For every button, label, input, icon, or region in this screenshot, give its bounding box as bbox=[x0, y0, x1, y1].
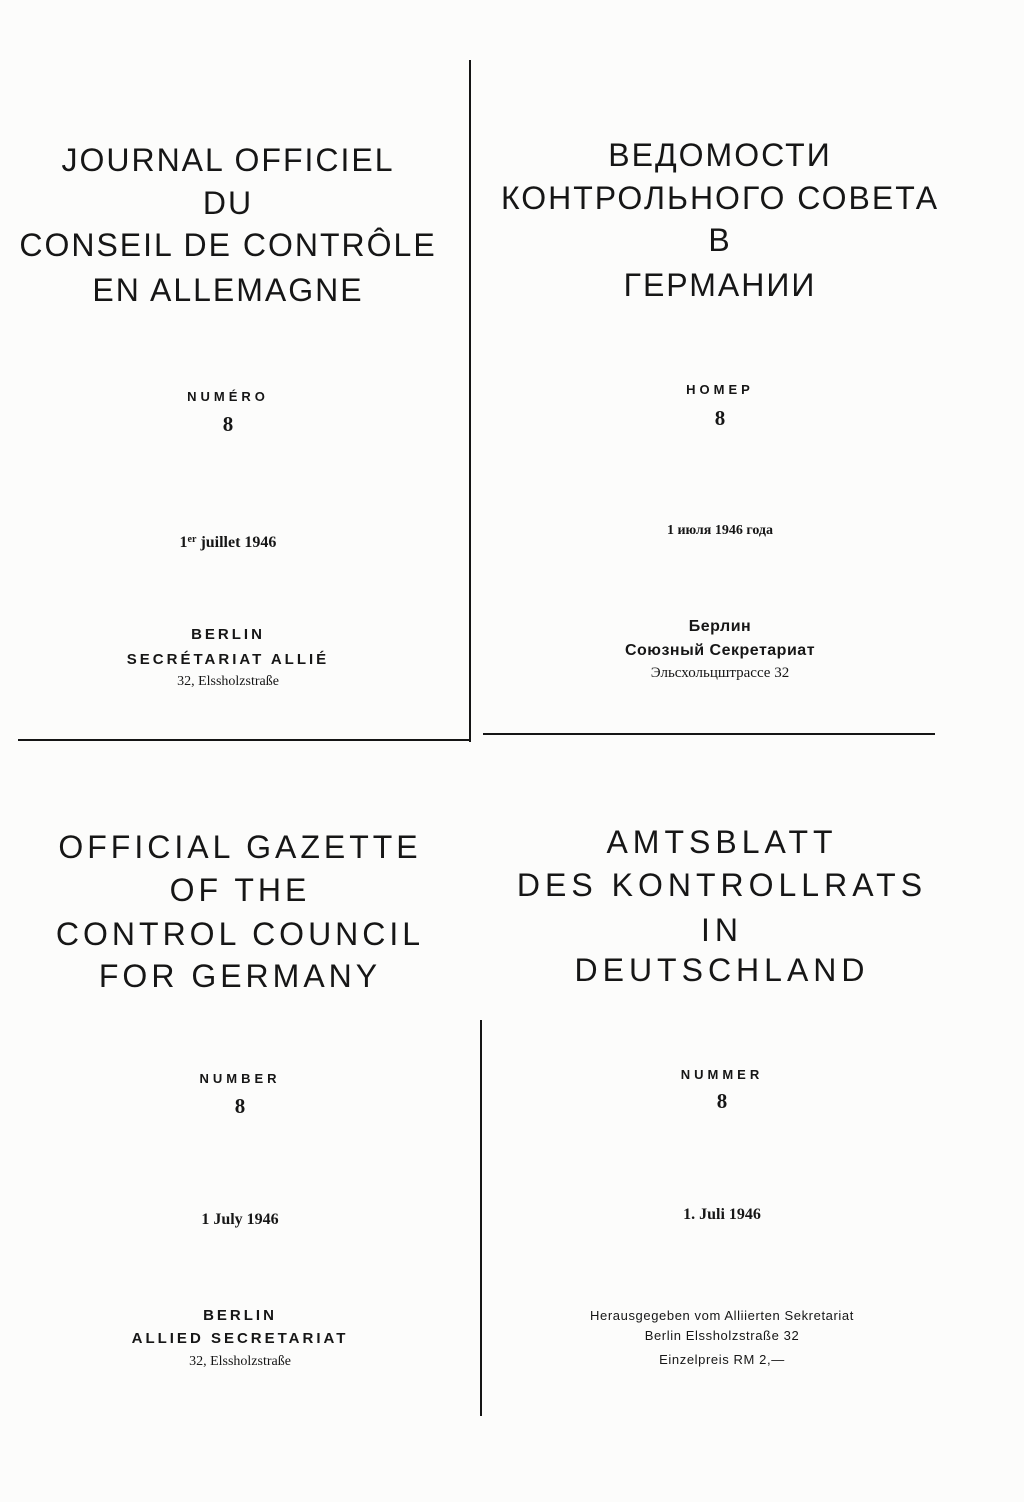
russian-date: 1 июля 1946 года bbox=[666, 523, 774, 538]
russian-title-line-1: ВЕДОМОСТИ bbox=[608, 137, 832, 173]
german-title-line-1: AMTSBLATT bbox=[606, 824, 838, 860]
french-title-line-1: JOURNAL OFFICIEL bbox=[61, 142, 395, 178]
english-title-line-1: OFFICIAL GAZETTE bbox=[58, 829, 422, 865]
english-title-line-4: FOR GERMANY bbox=[98, 958, 382, 994]
english-issue-number: 8 bbox=[234, 1094, 246, 1118]
german-price-line: Einzelpreis RM 2,— bbox=[659, 1352, 785, 1367]
german-title-line-4: DEUTSCHLAND bbox=[574, 952, 870, 988]
french-publisher: SECRÉTARIAT ALLIÉ bbox=[126, 651, 330, 668]
english-date: 1 July 1946 bbox=[201, 1211, 279, 1228]
english-publisher: ALLIED SECRETARIAT bbox=[131, 1330, 349, 1347]
german-publisher-line: Herausgegeben vom Alliierten Sekretariat bbox=[590, 1308, 854, 1323]
german-title-line-2: DES KONTROLLRATS bbox=[516, 867, 928, 903]
english-city: BERLIN bbox=[203, 1307, 277, 1324]
russian-address: Эльсхольцштрассе 32 bbox=[650, 665, 790, 681]
english-title-line-3: CONTROL COUNCIL bbox=[55, 916, 425, 952]
german-title-line-3: IN bbox=[701, 912, 743, 948]
french-title-line-2: DU bbox=[202, 185, 254, 221]
german-address-line: Berlin Elssholzstraße 32 bbox=[644, 1328, 800, 1343]
french-number-label: NUMÉRO bbox=[187, 389, 269, 404]
english-title-line-2: OF THE bbox=[169, 872, 311, 908]
german-date: 1. Juli 1946 bbox=[683, 1206, 761, 1223]
french-issue-number: 8 bbox=[222, 412, 234, 436]
english-number-label: NUMBER bbox=[199, 1071, 281, 1086]
russian-title-line-3: В bbox=[708, 222, 732, 258]
russian-issue-number: 8 bbox=[714, 406, 726, 430]
german-issue-number: 8 bbox=[716, 1089, 728, 1113]
french-date-rest: juillet 1946 bbox=[200, 534, 277, 551]
russian-publisher: Союзный Секретариат bbox=[624, 642, 816, 659]
french-title-line-3: CONSEIL DE CONTRÔLE bbox=[19, 227, 437, 263]
english-quadrant bbox=[10, 0, 470, 1502]
russian-title-line-4: ГЕРМАНИИ bbox=[623, 267, 817, 303]
french-address: 32, Elssholzstraße bbox=[177, 674, 279, 689]
russian-number-label: НОМЕР bbox=[686, 382, 754, 397]
french-date-day: 1 bbox=[179, 534, 188, 551]
german-quadrant bbox=[482, 0, 962, 1502]
french-title-line-4: EN ALLEMAGNE bbox=[92, 272, 364, 308]
french-date-suffix: er bbox=[187, 534, 197, 545]
french-city: BERLIN bbox=[191, 626, 265, 643]
russian-title-line-2: КОНТРОЛЬНОГО СОВЕТА bbox=[500, 180, 940, 216]
german-number-label: NUMMER bbox=[680, 1067, 764, 1082]
russian-city: Берлин bbox=[688, 618, 752, 635]
english-address: 32, Elssholzstraße bbox=[189, 1354, 291, 1369]
